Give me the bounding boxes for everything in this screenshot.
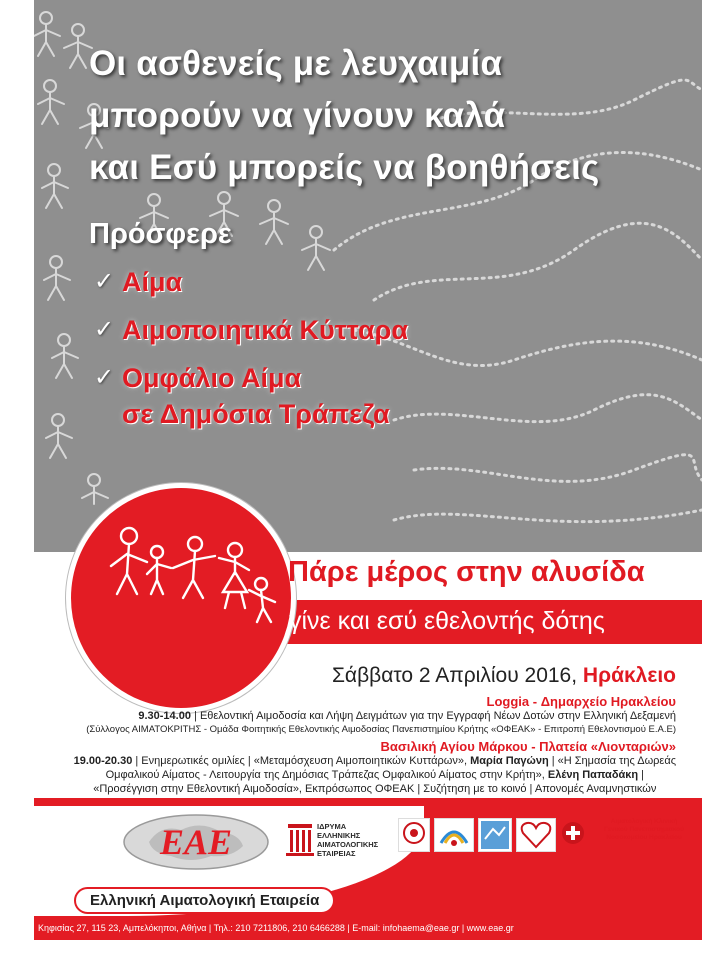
venue-loggia: Loggia - Δημαρχείο Ηρακλείου <box>486 694 676 709</box>
offer-title: Πρόσφερε <box>89 218 232 250</box>
venue-basilica: Βασιλική Αγίου Μάρκου - Πλατεία «Λιονταριών» <box>380 739 676 754</box>
clinic-line: Γενικού Πανεπιστημιακού <box>604 826 684 833</box>
check-icon: ✓ <box>94 316 115 343</box>
time-evening: 19.00-20.30 <box>73 755 133 767</box>
time-morning: 9.30-14.00 <box>138 710 191 722</box>
desc-evening-c: Ομφαλικού Αίματος - Λειτουργία της Δημόσιας Τράπεζας Ομφαλικού Αίματος στην Κρήτη», <box>105 769 548 781</box>
event-date-text: Σάββατο 2 Απριλίου 2016, <box>331 664 583 687</box>
hero-panel <box>34 0 702 552</box>
offer-label-line-2: σε Δημόσια Τράπεζα <box>122 399 390 429</box>
sponsor-logo-ofeak-icon <box>516 818 556 852</box>
schedule-morning <box>74 709 676 723</box>
eae-logo-text: ΕΑΕ <box>159 822 233 862</box>
eae-logo <box>121 812 271 872</box>
footer-contact: Κηφισίας 27, 115 23, Αμπελόκηποι, Αθήνα | Τηλ.: 210 7211806, 210 6466288 | E-mail: infohaema@eae.gr | www.eae.gr <box>38 923 514 933</box>
event-date <box>74 664 676 688</box>
offer-item-stem-cells <box>94 312 408 348</box>
join-chain-heading: Πάρε μέρος στην αλυσίδα <box>288 556 645 588</box>
offer-label: Αίμα <box>122 267 183 297</box>
foundation-line: ΙΔΡΥΜΑ <box>317 822 347 831</box>
clinic-line: Αιματολογική Κλινική <box>610 818 678 825</box>
desc-evening-b: | «Η Σημασία της Δωρεάς <box>548 755 676 767</box>
check-icon: ✓ <box>94 268 115 295</box>
offer-label: Ομφάλιο Αίμα <box>122 363 302 393</box>
offer-list <box>94 264 408 432</box>
poster <box>34 0 702 940</box>
desc-evening-a: | Ενημερωτικές ομιλίες | «Μεταμόσχευση Αιμοποιητικών Κυττάρων», <box>132 755 471 767</box>
become-donor-text: γίνε και εσύ εθελοντής δότης <box>289 607 605 635</box>
speaker-papadaki: Ελένη Παπαδάκη <box>547 769 639 781</box>
headline <box>89 38 599 194</box>
clinic-cross-icon <box>560 818 586 850</box>
society-name-badge: Ελληνική Αιματολογική Εταιρεία <box>74 887 335 914</box>
headline-line-3: και Εσύ μπορείς να βοηθήσεις <box>89 148 600 187</box>
sponsor-logo-3-icon <box>478 818 512 852</box>
headline-line-1: Οι ασθενείς με λευχαιμία <box>89 44 503 83</box>
foundation-logo-text <box>317 822 378 858</box>
headline-line-2: μπορούν να γίνουν καλά <box>89 96 506 135</box>
desc-morning: | Εθελοντική Αιμοδοσία και Λήψη Δειγμάτων για την Εγγραφή Νέων Δοτών στην Ελληνική Δεξαμενή <box>190 710 676 722</box>
offer-item-cord-blood <box>94 360 408 432</box>
check-icon: ✓ <box>94 364 115 391</box>
event-details <box>74 664 676 796</box>
schedule-morning-organizers: (Σύλλογος ΑΙΜΑΤΟΚΡΙΤΗΣ - Ομάδα Φοιτητικής Εθελοντικής Αιμοδοσίας Πανεπιστημίου Κρήτης «ΟΦΕΑΚ» - Επιτροπή Εθελοντισμού Ε.Α.Ε) <box>86 724 676 735</box>
offer-item-blood <box>94 264 408 300</box>
offer-label: Αιμοποιητικά Κύτταρα <box>122 315 408 345</box>
speaker-pagoni: Μαρία Παγώνη <box>470 755 549 767</box>
event-city: Ηράκλειο <box>582 664 676 687</box>
foundation-line: ΕΛΛΗΝΙΚΗΣ <box>317 831 361 840</box>
clinic-line: Νοσοκομείου Ηρακλείου <box>606 834 682 841</box>
clinic-logo-text <box>594 818 694 842</box>
foundation-line: ΕΤΑΙΡΕΙΑΣ <box>317 849 356 858</box>
schedule-evening <box>74 754 676 768</box>
desc-evening-c-end: | <box>638 769 645 781</box>
schedule-evening-line-3: «Προσέγγιση στην Εθελοντική Αιμοδοσία», Εκπρόσωπος ΟΦΕΑΚ | Συζήτηση με το κοινό | Απονομές Αναμνηστικών <box>93 783 657 795</box>
foundation-line: ΑΙΜΑΤΟΛΟΓΙΚΗΣ <box>317 840 379 849</box>
sponsor-logo-2-icon <box>434 818 474 852</box>
schedule-evening-line-2 <box>74 768 676 782</box>
sponsor-logo-1-icon <box>398 818 430 852</box>
